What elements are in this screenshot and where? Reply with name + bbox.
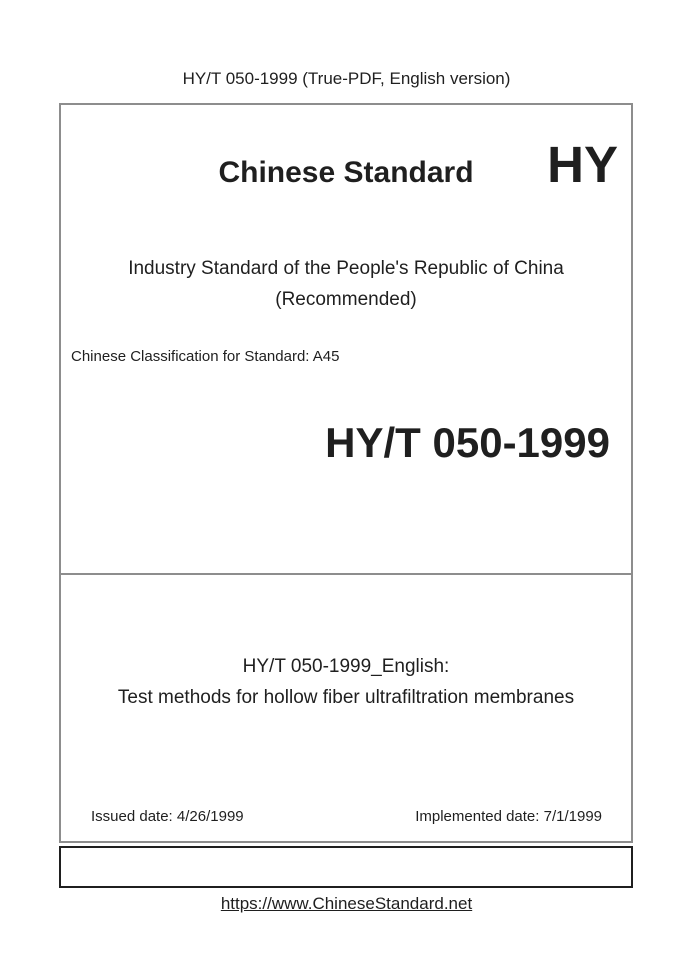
english-title-block — [61, 651, 631, 713]
english-title: Test methods for hollow fiber ultrafiltration membranes — [117, 687, 575, 708]
standard-type-line: Industry Standard of the People's Republic of China — [128, 258, 564, 279]
standard-code: HY/T 050-1999 — [325, 419, 610, 466]
cover-box — [59, 103, 633, 843]
dates-row — [91, 807, 602, 827]
footer-box — [59, 846, 633, 888]
document-header: HY/T 050-1999 (True-PDF, English version) — [182, 69, 511, 88]
classification-line: Chinese Classification for Standard: A45 — [71, 348, 340, 365]
english-title-label: HY/T 050-1999_English: — [242, 656, 450, 677]
brand-title: Chinese Standard — [218, 156, 474, 189]
implemented-date: Implemented date: 7/1/1999 — [415, 808, 602, 825]
standard-type-recommended: (Recommended) — [275, 289, 417, 310]
issued-date: Issued date: 4/26/1999 — [91, 808, 244, 825]
section-divider — [61, 573, 631, 575]
standard-type-block — [61, 253, 631, 315]
footer-link[interactable]: https://www.ChineseStandard.net — [220, 894, 473, 913]
hy-logo: HY — [547, 136, 618, 193]
